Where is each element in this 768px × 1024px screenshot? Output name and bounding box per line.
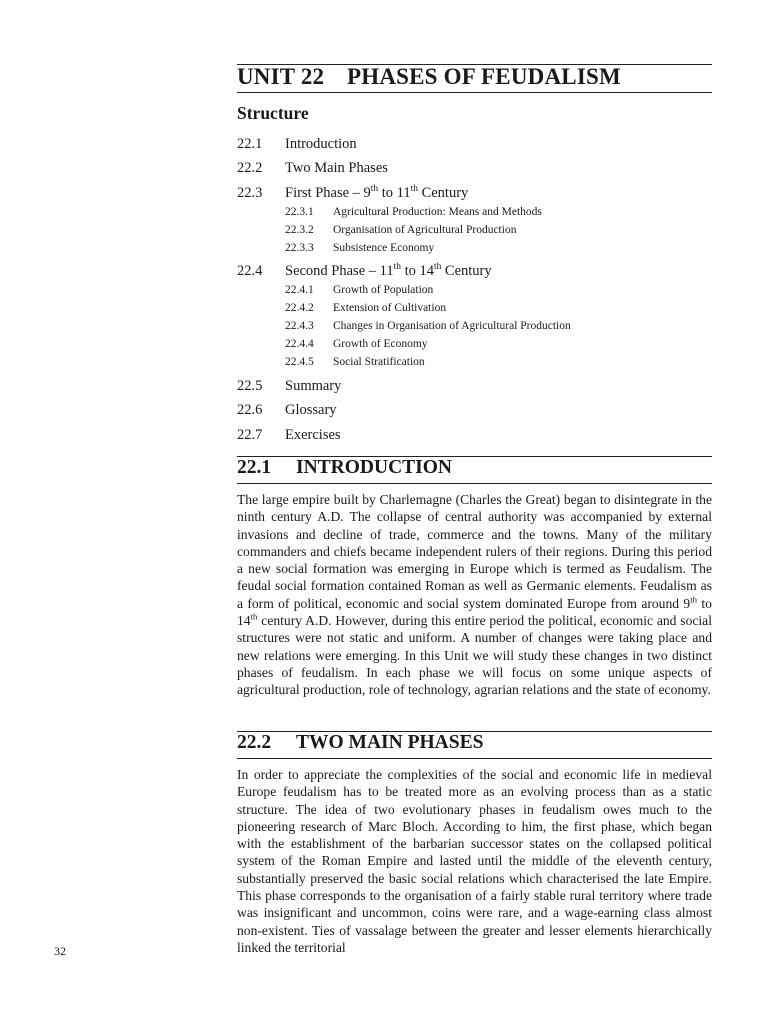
toc-title: First Phase – 9th to 11th Century — [285, 184, 469, 201]
two-main-phases-paragraph: In order to appreciate the complexities of the social and economic life in medieval Europe feudalism has to be treated more as an evolving process than as a static structure. The idea of two evolutionary phases in feudalism owes much to the pioneering research of Marc Bloch. According to him, the first phase, which began with the establishment of the barbarian successor states on the collapsed political system of the Roman Empire and lasted until the middle of the eleventh century, substantially preserved the basic social relations which characterised the late Empire. This phase corresponds to the organisation of a fairly stable rural territory where trade was insignificant and uncommon, coins were rare, and a wage-earning class almost non-existent. Ties of vassalage between the greater and lesser elements hierarchically linked the territorial — [237, 767, 712, 955]
toc-title: Two Main Phases — [285, 160, 388, 176]
toc-number: 22.4.5 — [285, 356, 314, 368]
toc-number: 22.4 — [237, 263, 263, 279]
section-heading-introduction — [237, 457, 452, 479]
toc-number: 22.2 — [237, 160, 263, 176]
introduction-paragraph: The large empire built by Charlemagne (Charles the Great) began to disintegrate in the ninth century A.D. The collapse of central authority was accompanied by external invasions and decline of trade, commerce and the towns. Many of the military commanders and chiefs became independent rulers of their regions. During this period a new social formation was emerging in Europe which is termed as Feudalism. The feudal social formation contained Roman as well as Germanic elements. Feudalism as a form of political, economic and social system dominated Europe from around 9th to 14th century A.D. However, during this entire period the political, economic and social structures were not static and uniform. A number of changes were taking place and new relations were emerging. In this Unit we will study these changes in two distinct phases of feudalism. In each phase we will focus on some unique aspects of agricultural production, role of technology, agrarian relations and the state of economy. — [237, 492, 712, 698]
toc-number: 22.4.2 — [285, 302, 314, 314]
toc-title: Agricultural Production: Means and Methods — [333, 206, 542, 218]
toc-number: 22.3.2 — [285, 224, 314, 236]
toc-number: 22.3.3 — [285, 242, 314, 254]
unit-title-text: PHASES OF FEUDALISM — [347, 64, 621, 89]
toc-title: Exercises — [285, 427, 341, 443]
toc-number: 22.4.4 — [285, 338, 314, 350]
toc-title: Organisation of Agricultural Production — [333, 224, 517, 236]
unit-number: UNIT 22 — [237, 64, 325, 89]
toc-title: Social Stratification — [333, 356, 425, 368]
section-title: TWO MAIN PHASES — [296, 732, 484, 753]
toc-title: Growth of Economy — [333, 338, 428, 350]
toc-title: Extension of Cultivation — [333, 302, 447, 314]
toc-title: Glossary — [285, 402, 337, 418]
section-bottom-rule — [237, 483, 712, 484]
page-number: 32 — [54, 944, 66, 958]
toc-title: Introduction — [285, 136, 357, 152]
toc-number: 22.4.3 — [285, 320, 314, 332]
section-number: 22.1 — [237, 457, 272, 478]
section-bottom-rule — [237, 758, 712, 759]
toc-number: 22.7 — [237, 427, 263, 443]
toc-number: 22.4.1 — [285, 284, 314, 296]
section-title: INTRODUCTION — [296, 457, 453, 478]
section-number: 22.2 — [237, 732, 272, 753]
toc-title: Summary — [285, 378, 342, 394]
toc-number: 22.1 — [237, 136, 263, 152]
structure-heading: Structure — [237, 103, 309, 123]
toc-title: Second Phase – 11th to 14th Century — [285, 262, 492, 279]
unit-title — [237, 64, 621, 90]
toc-number: 22.3.1 — [285, 206, 314, 218]
toc-number: 22.3 — [237, 185, 263, 201]
section-heading-two-main-phases — [237, 732, 483, 754]
toc-number: 22.5 — [237, 378, 263, 394]
toc-title: Changes in Organisation of Agricultural Production — [333, 320, 571, 332]
toc-number: 22.6 — [237, 402, 263, 418]
toc-title: Subsistence Economy — [333, 242, 435, 254]
title-bottom-rule — [237, 92, 712, 93]
toc-title: Growth of Population — [333, 284, 434, 296]
